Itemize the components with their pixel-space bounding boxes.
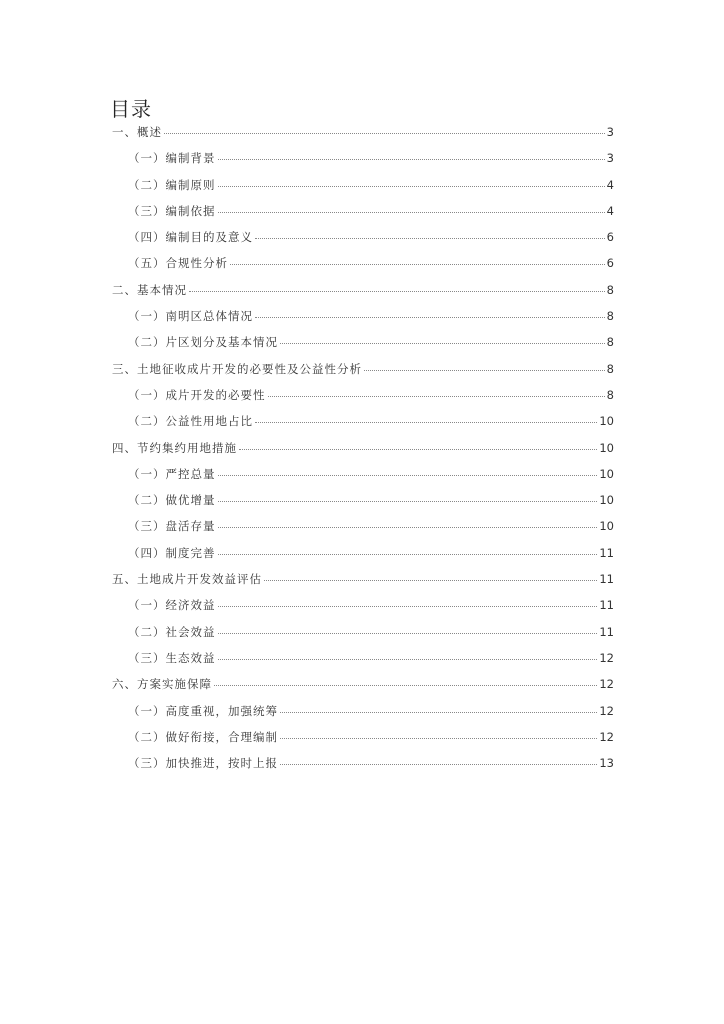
toc-dot-leader bbox=[218, 633, 598, 634]
toc-subsection-entry[interactable] bbox=[112, 729, 614, 755]
toc-subsection-entry[interactable] bbox=[112, 597, 614, 623]
toc-page-number: 8 bbox=[606, 335, 614, 350]
toc-entry-label: （一）严控总量 bbox=[128, 466, 216, 481]
toc-dot-leader bbox=[280, 712, 597, 713]
toc-subsection-entry[interactable] bbox=[112, 703, 614, 729]
toc-title: 目录 bbox=[110, 97, 152, 121]
toc-entry-label: （二）社会效益 bbox=[128, 624, 216, 639]
toc-entry-label: （一）高度重视，加强统筹 bbox=[128, 703, 278, 718]
toc-subsection-entry[interactable] bbox=[112, 492, 614, 518]
toc-dot-leader bbox=[280, 764, 597, 765]
toc-dot-leader bbox=[218, 659, 598, 660]
toc-page-number: 12 bbox=[599, 703, 614, 718]
toc-dot-leader bbox=[280, 738, 597, 739]
toc-entry-label: （二）做好衔接，合理编制 bbox=[128, 729, 278, 744]
toc-page-number: 3 bbox=[606, 151, 614, 166]
toc-page-number: 11 bbox=[599, 545, 614, 560]
toc-section-entry[interactable] bbox=[112, 361, 614, 387]
toc-dot-leader bbox=[218, 606, 598, 607]
toc-subsection-entry[interactable] bbox=[112, 177, 614, 203]
toc-entry-label: （一）编制背景 bbox=[128, 151, 216, 166]
toc-entry-label: （二）公益性用地占比 bbox=[128, 414, 253, 429]
toc-entry-label: 二、基本情况 bbox=[112, 282, 187, 297]
toc-page-number: 10 bbox=[599, 414, 614, 429]
toc-page-number: 6 bbox=[606, 230, 614, 245]
toc-page-number: 11 bbox=[599, 624, 614, 639]
toc-entry-label: （四）编制目的及意义 bbox=[128, 230, 253, 245]
toc-dot-leader bbox=[268, 396, 605, 397]
toc-entry-label: （二）编制原则 bbox=[128, 177, 216, 192]
toc-dot-leader bbox=[189, 291, 605, 292]
toc-page-number: 13 bbox=[599, 756, 614, 771]
toc-entry-label: 六、方案实施保障 bbox=[112, 677, 212, 692]
toc-dot-leader bbox=[264, 580, 597, 581]
toc-section-entry[interactable] bbox=[112, 571, 614, 597]
toc-entry-label: （五）合规性分析 bbox=[128, 256, 228, 271]
toc-dot-leader bbox=[230, 264, 605, 265]
toc-subsection-entry[interactable] bbox=[112, 518, 614, 544]
toc-page-number: 10 bbox=[599, 440, 614, 455]
toc-entry-label: （四）制度完善 bbox=[128, 545, 216, 560]
toc-page-number: 12 bbox=[599, 677, 614, 692]
toc-entry-label: （二）片区划分及基本情况 bbox=[128, 335, 278, 350]
toc-section-entry[interactable] bbox=[112, 124, 614, 150]
toc-dot-leader bbox=[280, 343, 605, 344]
toc-dot-leader bbox=[218, 159, 605, 160]
toc-subsection-entry[interactable] bbox=[112, 545, 614, 571]
toc-section-entry[interactable] bbox=[112, 440, 614, 466]
toc-entry-label: （一）经济效益 bbox=[128, 598, 216, 613]
toc-subsection-entry[interactable] bbox=[112, 387, 614, 413]
toc-subsection-entry[interactable] bbox=[112, 150, 614, 176]
toc-subsection-entry[interactable] bbox=[112, 755, 614, 781]
toc-page-number: 12 bbox=[599, 650, 614, 665]
toc-page-number: 6 bbox=[606, 256, 614, 271]
toc-subsection-entry[interactable] bbox=[112, 624, 614, 650]
toc-page-number: 12 bbox=[599, 729, 614, 744]
toc-entry-label: （二）做优增量 bbox=[128, 493, 216, 508]
toc-page-number: 11 bbox=[599, 572, 614, 587]
toc-entry-label: （三）盘活存量 bbox=[128, 519, 216, 534]
toc-entry-label: 三、土地征收成片开发的必要性及公益性分析 bbox=[112, 361, 362, 376]
toc-page-number: 8 bbox=[606, 309, 614, 324]
toc-entry-label: 一、概述 bbox=[112, 125, 162, 139]
toc-entry-label: （三）加快推进，按时上报 bbox=[128, 756, 278, 771]
toc-page-number: 8 bbox=[606, 361, 614, 376]
toc-subsection-entry[interactable] bbox=[112, 308, 614, 334]
toc-subsection-entry[interactable] bbox=[112, 413, 614, 439]
toc-entry-label: （一）南明区总体情况 bbox=[128, 309, 253, 324]
toc-dot-leader bbox=[239, 449, 597, 450]
toc-entry-label: 五、土地成片开发效益评估 bbox=[112, 572, 262, 587]
toc-subsection-entry[interactable] bbox=[112, 650, 614, 676]
toc-page-number: 10 bbox=[599, 466, 614, 481]
toc-dot-leader bbox=[364, 370, 605, 371]
toc-dot-leader bbox=[218, 212, 605, 213]
toc-entry-label: 四、节约集约用地措施 bbox=[112, 440, 237, 455]
toc-dot-leader bbox=[255, 238, 605, 239]
toc-subsection-entry[interactable] bbox=[112, 229, 614, 255]
toc-subsection-entry[interactable] bbox=[112, 203, 614, 229]
toc-dot-leader bbox=[255, 422, 597, 423]
toc-page-number: 8 bbox=[606, 387, 614, 402]
toc-subsection-entry[interactable] bbox=[112, 255, 614, 281]
toc-page-number: 8 bbox=[606, 282, 614, 297]
toc-entry-label: （三）生态效益 bbox=[128, 650, 216, 665]
toc-dot-leader bbox=[218, 501, 598, 502]
toc-entry-label: （三）编制依据 bbox=[128, 203, 216, 218]
toc-section-entry[interactable] bbox=[112, 676, 614, 702]
toc-dot-leader bbox=[218, 475, 598, 476]
toc-page-number: 4 bbox=[606, 203, 614, 218]
toc-page-number: 10 bbox=[599, 493, 614, 508]
toc-entry-label: （一）成片开发的必要性 bbox=[128, 387, 266, 402]
toc-page-number: 3 bbox=[606, 125, 614, 139]
toc-page-number: 4 bbox=[606, 177, 614, 192]
toc-dot-leader bbox=[218, 554, 598, 555]
toc-subsection-entry[interactable] bbox=[112, 334, 614, 360]
toc-dot-leader bbox=[164, 133, 605, 134]
toc-page-number: 11 bbox=[599, 598, 614, 613]
toc-subsection-entry[interactable] bbox=[112, 466, 614, 492]
toc-dot-leader bbox=[255, 317, 605, 318]
toc-list bbox=[112, 124, 614, 781]
toc-dot-leader bbox=[214, 685, 597, 686]
toc-dot-leader bbox=[218, 186, 605, 187]
toc-dot-leader bbox=[218, 527, 598, 528]
toc-page-number: 10 bbox=[599, 519, 614, 534]
toc-section-entry[interactable] bbox=[112, 282, 614, 308]
